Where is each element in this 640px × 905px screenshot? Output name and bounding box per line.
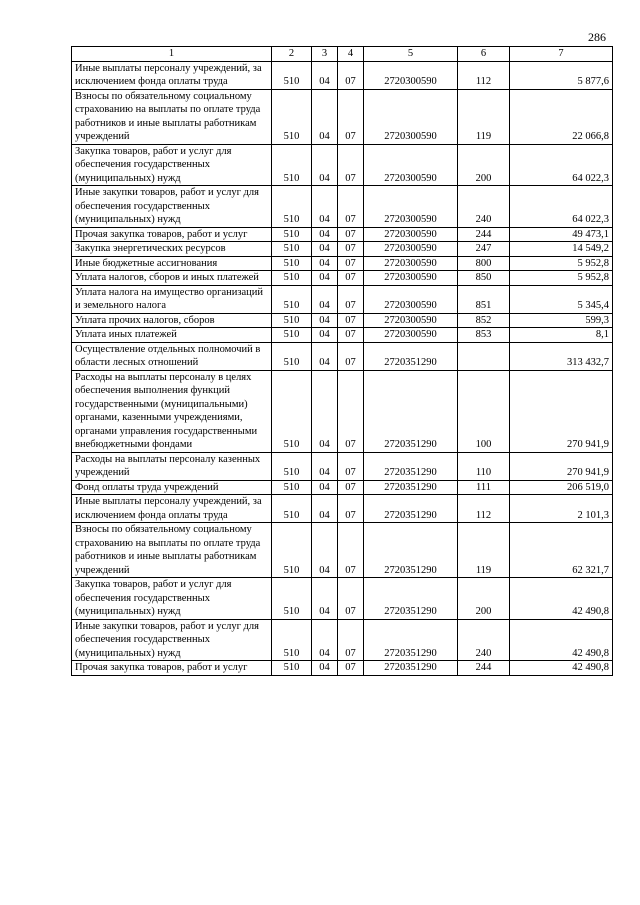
amount-cell: 8,1 — [510, 328, 613, 343]
ministry-code-cell: 510 — [272, 578, 312, 620]
table-row — [72, 89, 613, 144]
expense-type-cell: 119 — [458, 89, 510, 144]
row-name-cell: Уплата иных платежей — [72, 328, 272, 343]
row-name-cell: Взносы по обязательному социальному страхованию на выплаты по оплате труда работников и иные выплаты работникам учреждений — [72, 89, 272, 144]
row-name-cell: Закупка товаров, работ и услуг для обеспечения государственных (муниципальных) нужд — [72, 144, 272, 186]
row-name-cell: Иные бюджетные ассигнования — [72, 256, 272, 271]
subsection-cell: 07 — [338, 523, 364, 578]
ministry-code-cell: 510 — [272, 480, 312, 495]
subsection-cell: 07 — [338, 480, 364, 495]
table-row — [72, 480, 613, 495]
amount-cell: 2 101,3 — [510, 495, 613, 523]
amount-cell: 5 877,6 — [510, 61, 613, 89]
amount-cell: 270 941,9 — [510, 370, 613, 452]
expense-type-cell: 851 — [458, 285, 510, 313]
amount-cell: 22 066,8 — [510, 89, 613, 144]
row-name-cell: Иные выплаты персоналу учреждений, за исключением фонда оплаты труда — [72, 495, 272, 523]
section-cell: 04 — [312, 342, 338, 370]
row-name-cell: Иные закупки товаров, работ и услуг для обеспечения государственных (муниципальных) нужд — [72, 186, 272, 228]
subsection-cell: 07 — [338, 61, 364, 89]
target-article-cell: 2720300590 — [364, 328, 458, 343]
table-row — [72, 61, 613, 89]
expense-type-cell: 100 — [458, 370, 510, 452]
ministry-code-cell: 510 — [272, 271, 312, 286]
table-row — [72, 578, 613, 620]
subsection-cell: 07 — [338, 285, 364, 313]
target-article-cell: 2720351290 — [364, 370, 458, 452]
section-cell: 04 — [312, 452, 338, 480]
expense-type-cell: 119 — [458, 523, 510, 578]
target-article-cell: 2720351290 — [364, 578, 458, 620]
budget-table — [71, 46, 613, 676]
ministry-code-cell: 510 — [272, 285, 312, 313]
table-row — [72, 452, 613, 480]
column-header: 5 — [364, 47, 458, 62]
subsection-cell: 07 — [338, 578, 364, 620]
row-name-cell: Расходы на выплаты персоналу в целях обеспечения выполнения функций государственными (муниципальными) органами, казенными учреждениями, органами управления государственными внебюджетными фондами — [72, 370, 272, 452]
subsection-cell: 07 — [338, 342, 364, 370]
target-article-cell: 2720300590 — [364, 242, 458, 257]
expense-type-cell: 247 — [458, 242, 510, 257]
column-header: 2 — [272, 47, 312, 62]
table-row — [72, 370, 613, 452]
section-cell: 04 — [312, 271, 338, 286]
target-article-cell: 2720351290 — [364, 495, 458, 523]
target-article-cell: 2720300590 — [364, 186, 458, 228]
subsection-cell: 07 — [338, 271, 364, 286]
ministry-code-cell: 510 — [272, 619, 312, 661]
target-article-cell: 2720300590 — [364, 89, 458, 144]
target-article-cell: 2720351290 — [364, 342, 458, 370]
ministry-code-cell: 510 — [272, 495, 312, 523]
target-article-cell: 2720300590 — [364, 227, 458, 242]
section-cell: 04 — [312, 370, 338, 452]
table-row — [72, 144, 613, 186]
amount-cell: 206 519,0 — [510, 480, 613, 495]
row-name-cell: Осуществление отдельных полномочий в области лесных отношений — [72, 342, 272, 370]
subsection-cell: 07 — [338, 313, 364, 328]
ministry-code-cell: 510 — [272, 89, 312, 144]
row-name-cell: Иные закупки товаров, работ и услуг для обеспечения государственных (муниципальных) нужд — [72, 619, 272, 661]
section-cell: 04 — [312, 227, 338, 242]
table-row — [72, 523, 613, 578]
ministry-code-cell: 510 — [272, 256, 312, 271]
table-row — [72, 186, 613, 228]
row-name-cell: Закупка энергетических ресурсов — [72, 242, 272, 257]
row-name-cell: Уплата прочих налогов, сборов — [72, 313, 272, 328]
column-header: 3 — [312, 47, 338, 62]
subsection-cell: 07 — [338, 619, 364, 661]
amount-cell: 270 941,9 — [510, 452, 613, 480]
subsection-cell: 07 — [338, 89, 364, 144]
row-name-cell: Иные выплаты персоналу учреждений, за исключением фонда оплаты труда — [72, 61, 272, 89]
expense-type-cell: 200 — [458, 144, 510, 186]
ministry-code-cell: 510 — [272, 328, 312, 343]
ministry-code-cell: 510 — [272, 342, 312, 370]
section-cell: 04 — [312, 523, 338, 578]
subsection-cell: 07 — [338, 661, 364, 676]
amount-cell: 64 022,3 — [510, 186, 613, 228]
subsection-cell: 07 — [338, 452, 364, 480]
section-cell: 04 — [312, 61, 338, 89]
table-row — [72, 256, 613, 271]
target-article-cell: 2720300590 — [364, 285, 458, 313]
table-row — [72, 227, 613, 242]
column-header: 6 — [458, 47, 510, 62]
table-row — [72, 342, 613, 370]
expense-type-cell: 111 — [458, 480, 510, 495]
subsection-cell: 07 — [338, 495, 364, 523]
column-header: 4 — [338, 47, 364, 62]
expense-type-cell: 240 — [458, 186, 510, 228]
target-article-cell: 2720351290 — [364, 661, 458, 676]
table-row — [72, 242, 613, 257]
section-cell: 04 — [312, 578, 338, 620]
target-article-cell: 2720300590 — [364, 144, 458, 186]
row-name-cell: Расходы на выплаты персоналу казенных учреждений — [72, 452, 272, 480]
target-article-cell: 2720300590 — [364, 256, 458, 271]
subsection-cell: 07 — [338, 256, 364, 271]
section-cell: 04 — [312, 89, 338, 144]
ministry-code-cell: 510 — [272, 227, 312, 242]
page-number: 286 — [588, 30, 606, 44]
section-cell: 04 — [312, 144, 338, 186]
amount-cell: 599,3 — [510, 313, 613, 328]
table-row — [72, 495, 613, 523]
target-article-cell: 2720300590 — [364, 313, 458, 328]
amount-cell: 42 490,8 — [510, 619, 613, 661]
amount-cell: 313 432,7 — [510, 342, 613, 370]
section-cell: 04 — [312, 495, 338, 523]
ministry-code-cell: 510 — [272, 144, 312, 186]
expense-type-cell: 800 — [458, 256, 510, 271]
ministry-code-cell: 510 — [272, 370, 312, 452]
section-cell: 04 — [312, 661, 338, 676]
amount-cell: 42 490,8 — [510, 661, 613, 676]
row-name-cell: Прочая закупка товаров, работ и услуг — [72, 661, 272, 676]
table-row — [72, 328, 613, 343]
table-row — [72, 661, 613, 676]
subsection-cell: 07 — [338, 144, 364, 186]
amount-cell: 62 321,7 — [510, 523, 613, 578]
expense-type-cell: 240 — [458, 619, 510, 661]
expense-type-cell: 110 — [458, 452, 510, 480]
section-cell: 04 — [312, 619, 338, 661]
expense-type-cell: 244 — [458, 227, 510, 242]
section-cell: 04 — [312, 328, 338, 343]
column-header: 1 — [72, 47, 272, 62]
subsection-cell: 07 — [338, 370, 364, 452]
subsection-cell: 07 — [338, 227, 364, 242]
subsection-cell: 07 — [338, 328, 364, 343]
expense-type-cell — [458, 342, 510, 370]
header-row — [72, 47, 613, 62]
expense-type-cell: 850 — [458, 271, 510, 286]
section-cell: 04 — [312, 313, 338, 328]
amount-cell: 5 952,8 — [510, 256, 613, 271]
table-row — [72, 285, 613, 313]
table-row — [72, 619, 613, 661]
ministry-code-cell: 510 — [272, 523, 312, 578]
row-name-cell: Закупка товаров, работ и услуг для обеспечения государственных (муниципальных) нужд — [72, 578, 272, 620]
expense-type-cell: 200 — [458, 578, 510, 620]
row-name-cell: Уплата налога на имущество организаций и земельного налога — [72, 285, 272, 313]
amount-cell: 64 022,3 — [510, 144, 613, 186]
target-article-cell: 2720351290 — [364, 452, 458, 480]
table-row — [72, 271, 613, 286]
subsection-cell: 07 — [338, 186, 364, 228]
table-row — [72, 313, 613, 328]
ministry-code-cell: 510 — [272, 313, 312, 328]
target-article-cell: 2720351290 — [364, 523, 458, 578]
amount-cell: 5 345,4 — [510, 285, 613, 313]
section-cell: 04 — [312, 480, 338, 495]
target-article-cell: 2720351290 — [364, 480, 458, 495]
row-name-cell: Уплата налогов, сборов и иных платежей — [72, 271, 272, 286]
expense-type-cell: 112 — [458, 495, 510, 523]
section-cell: 04 — [312, 242, 338, 257]
ministry-code-cell: 510 — [272, 186, 312, 228]
expense-type-cell: 244 — [458, 661, 510, 676]
amount-cell: 14 549,2 — [510, 242, 613, 257]
section-cell: 04 — [312, 256, 338, 271]
expense-type-cell: 853 — [458, 328, 510, 343]
row-name-cell: Взносы по обязательному социальному страхованию на выплаты по оплате труда работников и иные выплаты работникам учреждений — [72, 523, 272, 578]
expense-type-cell: 852 — [458, 313, 510, 328]
column-header: 7 — [510, 47, 613, 62]
amount-cell: 49 473,1 — [510, 227, 613, 242]
subsection-cell: 07 — [338, 242, 364, 257]
target-article-cell: 2720351290 — [364, 619, 458, 661]
ministry-code-cell: 510 — [272, 661, 312, 676]
target-article-cell: 2720300590 — [364, 271, 458, 286]
target-article-cell: 2720300590 — [364, 61, 458, 89]
amount-cell: 5 952,8 — [510, 271, 613, 286]
row-name-cell: Фонд оплаты труда учреждений — [72, 480, 272, 495]
section-cell: 04 — [312, 186, 338, 228]
expense-type-cell: 112 — [458, 61, 510, 89]
ministry-code-cell: 510 — [272, 242, 312, 257]
section-cell: 04 — [312, 285, 338, 313]
ministry-code-cell: 510 — [272, 452, 312, 480]
amount-cell: 42 490,8 — [510, 578, 613, 620]
row-name-cell: Прочая закупка товаров, работ и услуг — [72, 227, 272, 242]
ministry-code-cell: 510 — [272, 61, 312, 89]
